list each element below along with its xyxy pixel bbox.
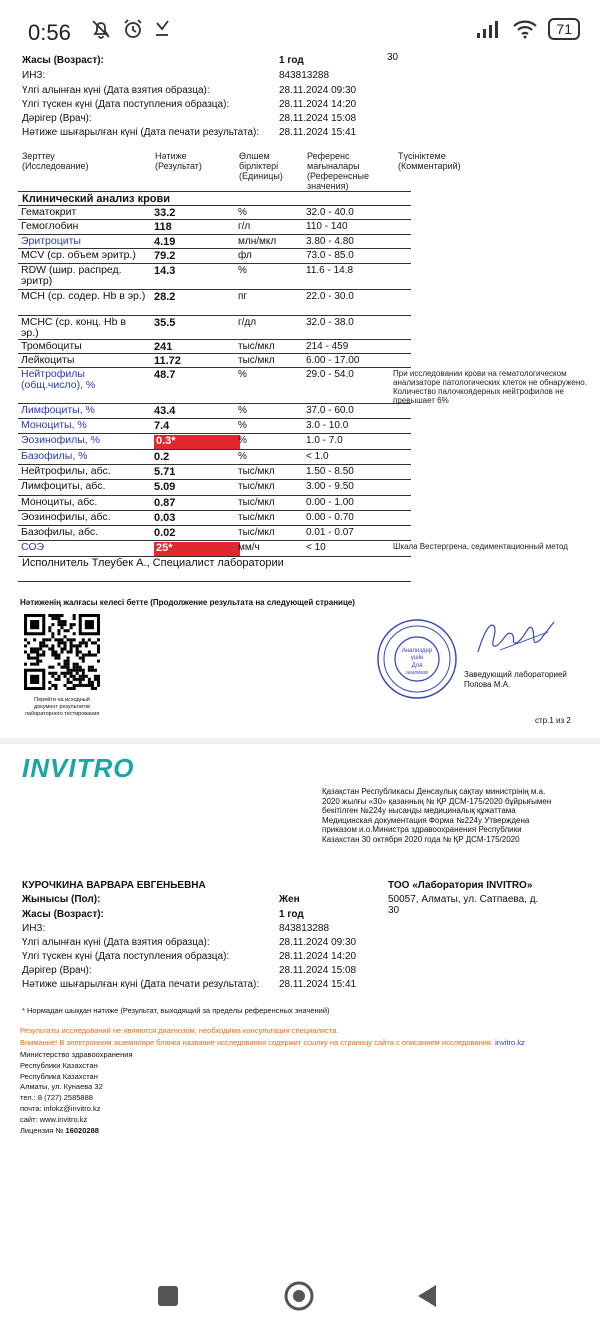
- reference-range: 3.0 - 10.0: [306, 420, 349, 431]
- reference-range: 3.00 - 9.50: [306, 481, 354, 492]
- info-label: Үлгі түскен күні (Дата поступления образца):: [22, 99, 230, 110]
- mute-bell-icon: [90, 18, 112, 40]
- result-value: 43.4: [154, 405, 176, 417]
- result-value: 5.09: [154, 481, 176, 493]
- info-label: Жынысы (Пол):: [22, 894, 101, 905]
- corner-number: 30: [387, 52, 399, 63]
- back-button[interactable]: [414, 1283, 440, 1309]
- col-header-unit: Өлшем бірліктері (Единицы): [239, 151, 283, 181]
- result-value: 241: [154, 341, 173, 353]
- reference-range: 29.0 - 54.0: [306, 369, 354, 380]
- result-value: 118: [154, 221, 172, 233]
- status-bar: [0, 0, 600, 50]
- recents-button[interactable]: [156, 1284, 180, 1308]
- info-label: Нәтиже шығарылған күні (Дата печати результата):: [22, 979, 260, 990]
- navigation-bar: [0, 1262, 600, 1332]
- result-value: 14.3: [154, 265, 176, 277]
- reference-range: < 1.0: [306, 451, 329, 462]
- info-value: 28.11.2024 09:30: [279, 937, 357, 948]
- invitro-logo: INVITRO: [22, 753, 135, 783]
- qr-caption: Перейти на исходный документ результатов лабораторного тестирования: [24, 697, 100, 717]
- result-value: 7.4: [154, 420, 170, 432]
- test-name: Тромбоциты: [21, 340, 82, 352]
- col-header-test: Зерттеу (Исследование): [22, 151, 89, 171]
- test-name: RDW (шир. распред. эритр): [21, 264, 122, 287]
- patient-name: КУРОЧКИНА ВАРВАРА ЕВГЕНЬЕВНА: [22, 880, 206, 891]
- result-value: 28.2: [154, 291, 176, 303]
- result-value: 4.19: [154, 236, 176, 248]
- lab-name: ТОО «Лаборатория INVITRO»: [388, 880, 533, 891]
- unit: %: [238, 420, 247, 431]
- test-name[interactable]: Лимфоциты, %: [21, 404, 95, 416]
- reference-range: 110 - 140: [306, 221, 348, 232]
- unit: пг: [238, 291, 248, 302]
- comment: Шкала Вестергрена, седиментационный метод: [393, 542, 568, 551]
- info-label: Үлгі түскен күні (Дата поступления образца):: [22, 951, 230, 962]
- test-name: Эозинофилы, абс.: [21, 511, 111, 523]
- page-number: стр.1 из 2: [535, 716, 571, 725]
- result-value: 79.2: [154, 250, 176, 262]
- unit: тыс/мкл: [238, 512, 275, 523]
- col-header-ref: Референс мағыналары (Референсные значения): [307, 151, 369, 191]
- test-name[interactable]: Нейтрофилы (общ.число), %: [21, 368, 96, 391]
- unit: фл: [238, 250, 252, 261]
- divider: [18, 353, 411, 354]
- info-value: 28.11.2024 15:41: [279, 127, 357, 138]
- info-value: 843813288: [279, 923, 330, 934]
- test-name: MCHC (ср. конц. Hb в эр.): [21, 316, 126, 339]
- unit: тыс/мкл: [238, 355, 275, 366]
- unit: %: [238, 451, 247, 462]
- svg-text:Анализдер: Анализдер: [401, 648, 433, 654]
- divider: [18, 191, 411, 192]
- reference-range: 1.50 - 8.50: [306, 466, 354, 477]
- info-label: Нәтиже шығарылған күні (Дата печати результата):: [22, 127, 260, 138]
- test-name: Лимфоциты, абс.: [21, 480, 106, 492]
- test-name: Лейкоциты: [21, 354, 75, 366]
- test-name[interactable]: СОЭ: [21, 541, 45, 553]
- lab-address: 50057, Алматы, ул. Сатпаева, д.: [388, 894, 539, 905]
- result-value: 11.72: [154, 355, 181, 367]
- stamp-icon: [376, 618, 458, 700]
- test-name: Базофилы, абс.: [21, 526, 99, 538]
- result-value: 35.5: [154, 317, 176, 329]
- performer: Исполнитель Тлеубек А., Специалист лаборатории: [22, 557, 284, 569]
- reference-range: 3.80 - 4.80: [306, 236, 354, 247]
- signal-icon: [476, 19, 502, 39]
- reference-range: 6.00 - 17.00: [306, 355, 360, 366]
- warning-link-note: Внимание! В электронном экземпляре бланка название исследования содержит ссылку на страницу сайта с описанием исследования. invitro.kz: [20, 1038, 525, 1047]
- continued-note: Нәтиженің жалғасы келесі бетте (Продолжение результата на следующей странице): [20, 598, 355, 607]
- reference-range: 22.0 - 30.0: [306, 291, 354, 302]
- ministry-note: Қазақстан Республикасы Денсаулық сақтау министрінің м.а. 2020 жылғы «30» қазанның № ҚР ДСМ-175/2020 бұйрығымен бекітілген №224у нысанды медициналық құжаттама Медицинская документация Форма №224у Утверждена приказом и.о.Министра здравоохранения Республики Казахстан 30 октября 2020 года № ҚР ДСМ-175/2020: [322, 787, 552, 844]
- unit: %: [238, 405, 247, 416]
- result-value: 5.71: [154, 466, 176, 478]
- divider: [18, 540, 411, 541]
- reference-range: 73.0 - 85.0: [306, 250, 354, 261]
- unit: тыс/мкл: [238, 527, 275, 538]
- test-name[interactable]: Моноциты, %: [21, 419, 87, 431]
- divider: [18, 581, 411, 582]
- home-button[interactable]: [283, 1280, 315, 1312]
- test-name: MCH (ср. содер. Hb в эр.): [21, 290, 146, 302]
- test-name: Нейтрофилы, абс.: [21, 465, 111, 477]
- reference-range: 32.0 - 40.0: [306, 207, 354, 218]
- page-separator: [0, 738, 600, 744]
- info-label: Үлгі алынған күні (Дата взятия образца):: [22, 85, 210, 96]
- info-value: 28.11.2024 15:41: [279, 979, 357, 990]
- divider: [18, 205, 411, 206]
- info-label: ИНЗ:: [22, 923, 46, 934]
- info-value: 28.11.2024 15:08: [279, 965, 357, 976]
- result-value: 33.2: [154, 207, 176, 219]
- test-name[interactable]: Эритроциты: [21, 235, 81, 247]
- info-label: Дәрігер (Врач):: [22, 965, 92, 976]
- info-label: Дәрігер (Врач):: [22, 113, 92, 124]
- unit: млн/мкл: [238, 236, 277, 247]
- reference-range: 32.0 - 38.0: [306, 317, 354, 328]
- invitro-link[interactable]: invitro.kz: [495, 1038, 525, 1047]
- reference-range: < 10: [306, 542, 326, 553]
- comment: При исследовании крови на гематологическом анализаторе патологических клеток не обнаружено. Количество палочкоядерных нейтрофилов не превышает 6%: [393, 369, 587, 405]
- signer-title: Заведующий лабораторией: [464, 670, 567, 679]
- info-value: Жен: [279, 894, 300, 905]
- reference-range: 214 - 459: [306, 341, 349, 352]
- result-value: 0.03: [154, 512, 176, 524]
- reference-range: 1.0 - 7.0: [306, 435, 343, 446]
- flagged-result-value: 25*: [154, 542, 240, 556]
- unit: тыс/мкл: [238, 481, 275, 492]
- reference-range: 37.0 - 60.0: [306, 405, 354, 416]
- svg-text:анализов: анализов: [406, 670, 428, 676]
- info-label: ИНЗ:: [22, 70, 46, 81]
- reference-range: 11.6 - 14.8: [306, 265, 354, 276]
- test-name[interactable]: Базофилы, %: [21, 450, 88, 462]
- test-name: Гематокрит: [21, 206, 77, 218]
- svg-text:Для: Для: [411, 663, 423, 669]
- section-title: Клинический анализ крови: [22, 193, 171, 205]
- unit: г/дл: [238, 317, 257, 328]
- unit: тыс/мкл: [238, 466, 275, 477]
- test-name: Гемоглобин: [21, 220, 79, 232]
- info-value: 28.11.2024 09:30: [279, 85, 357, 96]
- age-value: 1 год: [279, 55, 304, 66]
- unit: %: [238, 369, 247, 380]
- wifi-icon: [512, 19, 538, 39]
- info-label: Үлгі алынған күні (Дата взятия образца):: [22, 937, 210, 948]
- info-value: 28.11.2024 14:20: [279, 99, 357, 110]
- col-header-comment: Түсініктеме (Комментарий): [398, 151, 461, 171]
- unit: тыс/мкл: [238, 497, 275, 508]
- test-name: MCV (ср. объем эритр.): [21, 249, 136, 261]
- qr-code-icon[interactable]: [24, 614, 100, 690]
- signature-icon: [470, 612, 560, 662]
- battery-indicator: 71: [548, 18, 580, 40]
- result-value: 0.87: [154, 497, 176, 509]
- unit: г/л: [238, 221, 251, 232]
- reference-range: 0.00 - 0.70: [306, 512, 354, 523]
- test-name[interactable]: Эозинофилы, %: [21, 434, 100, 446]
- svg-text:үшін: үшін: [410, 655, 424, 661]
- unit: %: [238, 207, 247, 218]
- clock: 0:56: [28, 20, 71, 45]
- flagged-result-value: 0.3*: [154, 435, 240, 449]
- footnote: * Нормадан шыққан нәтиже (Результат, выходящий за пределы референсных значений): [22, 1006, 330, 1015]
- result-value: 48.7: [154, 369, 176, 381]
- info-value: 1 год: [279, 909, 304, 920]
- info-value: 28.11.2024 14:20: [279, 951, 357, 962]
- reference-range: 0.00 - 1.00: [306, 497, 354, 508]
- result-value: 0.02: [154, 527, 176, 539]
- download-icon: [154, 19, 170, 39]
- unit: тыс/мкл: [238, 341, 275, 352]
- info-value: 843813288: [279, 70, 330, 81]
- test-name: Моноциты, абс.: [21, 496, 98, 508]
- alarm-icon: [122, 18, 144, 40]
- result-value: 0.2: [154, 451, 170, 463]
- col-header-result: Нәтиже (Результат): [155, 151, 202, 171]
- unit: %: [238, 265, 247, 276]
- info-value: 28.11.2024 15:08: [279, 113, 357, 124]
- license-number: 16020288: [65, 1125, 99, 1135]
- unit: %: [238, 435, 247, 446]
- lab-address: 30: [388, 905, 400, 916]
- warning-diagnosis: Результаты исследований не являются диагнозом, необходима консультация специалиста.: [20, 1026, 339, 1035]
- age-label: Жасы (Возраст):: [22, 55, 104, 66]
- info-label: Жасы (Возраст):: [22, 909, 104, 920]
- unit: мм/ч: [238, 542, 260, 553]
- contacts: Министерство здравоохранения Республики Казахстан Республика Казахстан Алматы, ул. Кунаева 32 тел.: 8 (727) 2585888 почта: infokz@invitro.kz сайт: www.invitro.kz Лицензия № 16020288: [20, 1050, 133, 1135]
- reference-range: 0.01 - 0.07: [306, 527, 354, 538]
- signer-name: Попова М.А.: [464, 680, 511, 689]
